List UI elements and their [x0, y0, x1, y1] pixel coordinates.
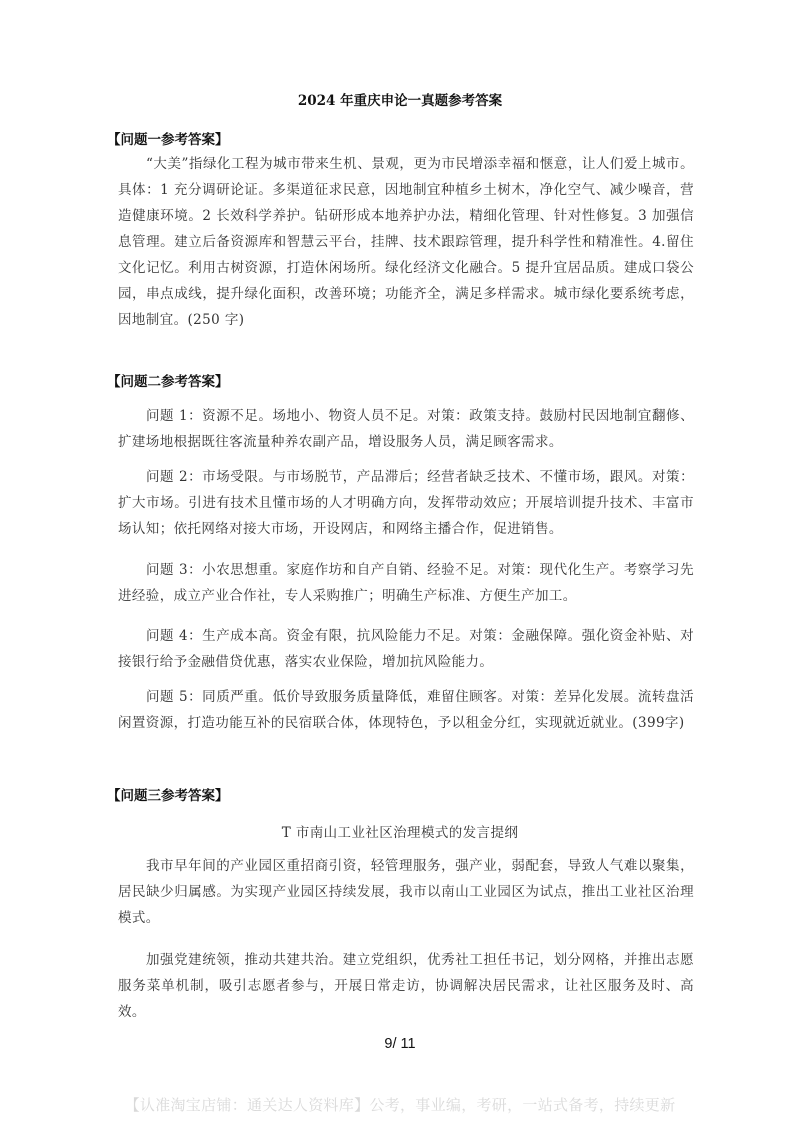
section2-paragraph-3: 问题 3：小农思想重。家庭作坊和自产自销、经验不足。对策：现代化生产。考察学习先进经验，成立产业合作社，专人采购推广；明确生产标准、方便生产加工。: [118, 562, 694, 604]
watermark-text: 【认准淘宝店铺：通关达人资料库】公考，事业编，考研，一站式备考，持续更新: [124, 1096, 676, 1114]
section2-paragraph-1: 问题 1：资源不足。场地小、物资人员不足。对策：政策支持。鼓励村民因地制宜翻修、扩建场地根据既往客流量种养农副产品，增设服务人员，满足顾客需求。: [118, 408, 694, 450]
section2-paragraph-2: 问题 2：市场受限。与市场脱节，产品滞后；经营者缺乏技术、不懂市场，跟风。对策：扩大市场。引进有技术且懂市场的人才明确方向，发挥带动效应；开展培训提升技术、丰富市场认知；依托网络对接大市场，开设网店，和网络主播合作，促进销售。: [118, 469, 694, 537]
page-number: 9/ 11: [384, 1036, 416, 1052]
section2-heading: 【问题二参考答案】: [107, 374, 229, 390]
section3-paragraph-2: 加强党建统领，推动共建共治。建立党组织，优秀社工担任书记，划分网格，并推出志愿服务菜单机制，吸引志愿者参与，开展日常走访，协调解决居民需求，让社区服务及时、高效。: [118, 952, 694, 1020]
document-title: 2024 年重庆申论一真题参考答案: [297, 93, 503, 109]
section1-heading: 【问题一参考答案】: [107, 132, 229, 148]
section3-heading: 【问题三参考答案】: [107, 788, 229, 804]
section3-subtitle: T 市南山工业社区治理模式的发言提纲: [281, 825, 519, 841]
section2-paragraph-5: 问题 5：同质严重。低价导致服务质量降低，难留住顾客。对策：差异化发展。流转盘活闲置资源，打造功能互补的民宿联合体，体现特色，予以租金分红，实现就近就业。(399字): [118, 689, 694, 731]
section3-paragraph-1: 我市早年间的产业园区重招商引资，轻管理服务，强产业，弱配套，导致人气难以聚集，居民缺少归属感。为实现产业园区持续发展，我市以南山工业园区为试点，推出工业社区治理模式。: [118, 858, 694, 926]
section1-paragraph: “大美”指绿化工程为城市带来生机、景观，更为市民增添幸福和惬意，让人们爱上城市。具体：1 充分调研论证。多渠道征求民意，因地制宜种植乡土树木，净化空气、减少噪音，营造健康环境。2 长效科学养护。钻研形成本地养护办法，精细化管理、针对性修复。3 加强信息管理。建立后备资源库和智慧云平台，挂牌、技术跟踪管理，提升科学性和精准性。4.留住文化记忆。利用古树资源，打造休闲场所。绿化经济文化融合。5 提升宜居品质。建成口袋公园，串点成线，提升绿化面积，改善环境；功能齐全，满足多样需求。城市绿化要系统考虑，因地制宜。(250 字): [118, 156, 694, 328]
section2-paragraph-4: 问题 4：生产成本高。资金有限，抗风险能力不足。对策：金融保障。强化资金补贴、对接银行给予金融借贷优惠，落实农业保险，增加抗风险能力。: [118, 628, 694, 670]
